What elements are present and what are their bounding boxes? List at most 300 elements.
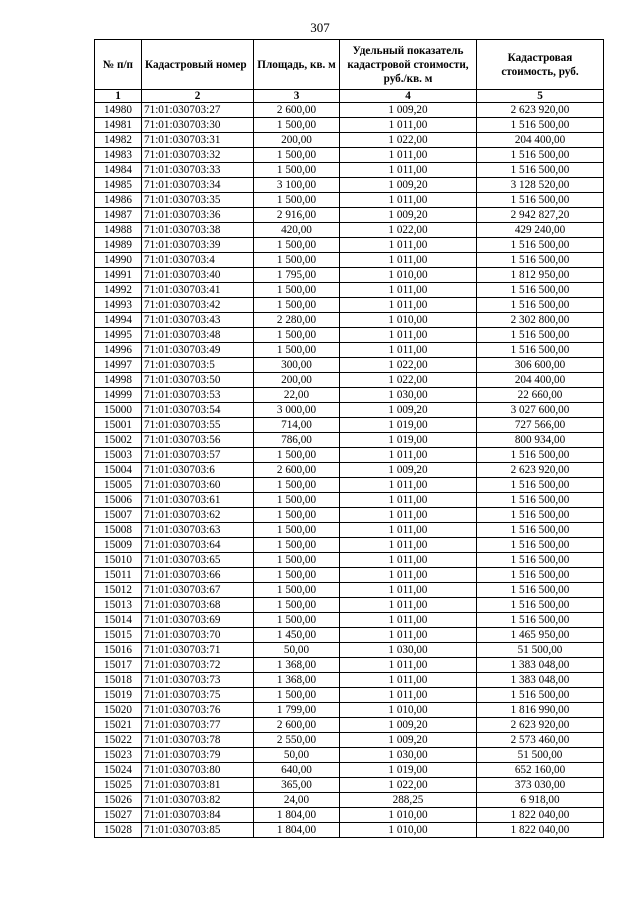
- table-row: [95, 658, 604, 673]
- unit-value-cell: 1 009,20: [340, 463, 477, 478]
- cadastral-number-cell: 71:01:030703:43: [142, 313, 254, 328]
- area-cell: 3 100,00: [254, 178, 340, 193]
- table-row: [95, 418, 604, 433]
- cadastral-number-cell: 71:01:030703:84: [142, 808, 254, 823]
- table-row: [95, 403, 604, 418]
- cadastral-number-cell: 71:01:030703:61: [142, 493, 254, 508]
- table-row: [95, 298, 604, 313]
- cadastral-number-cell: 71:01:030703:82: [142, 793, 254, 808]
- area-cell: 50,00: [254, 643, 340, 658]
- cadastral-number-cell: 71:01:030703:33: [142, 163, 254, 178]
- unit-value-cell: 1 011,00: [340, 688, 477, 703]
- column-number: 3: [254, 90, 340, 103]
- header-cadastral-value: Кадастровая стоимость, руб.: [477, 40, 604, 90]
- table-row: [95, 373, 604, 388]
- area-cell: 1 368,00: [254, 673, 340, 688]
- cadastral-value-cell: 1 516 500,00: [477, 478, 604, 493]
- cadastral-value-cell: 1 516 500,00: [477, 493, 604, 508]
- row-number-cell: 15017: [95, 658, 142, 673]
- area-cell: 1 500,00: [254, 493, 340, 508]
- row-number-cell: 14998: [95, 373, 142, 388]
- cadastral-value-cell: 1 516 500,00: [477, 118, 604, 133]
- cadastral-value-cell: 1 516 500,00: [477, 613, 604, 628]
- area-cell: 1 500,00: [254, 328, 340, 343]
- cadastral-value-cell: 652 160,00: [477, 763, 604, 778]
- area-cell: 1 500,00: [254, 523, 340, 538]
- cadastral-value-cell: 1 516 500,00: [477, 343, 604, 358]
- cadastral-value-cell: 204 400,00: [477, 133, 604, 148]
- cadastral-number-cell: 71:01:030703:81: [142, 778, 254, 793]
- row-number-cell: 15003: [95, 448, 142, 463]
- table-row: [95, 178, 604, 193]
- cadastral-value-cell: 1 383 048,00: [477, 673, 604, 688]
- cadastral-value-cell: 1 516 500,00: [477, 538, 604, 553]
- cadastral-number-cell: 71:01:030703:34: [142, 178, 254, 193]
- table-row: [95, 223, 604, 238]
- table-row: [95, 268, 604, 283]
- unit-value-cell: 1 011,00: [340, 163, 477, 178]
- cadastral-number-cell: 71:01:030703:40: [142, 268, 254, 283]
- header-unit-value: Удельный показатель кадастровой стоимости, руб./кв. м: [340, 40, 477, 90]
- area-cell: 1 500,00: [254, 343, 340, 358]
- cadastral-number-cell: 71:01:030703:38: [142, 223, 254, 238]
- row-number-cell: 14996: [95, 343, 142, 358]
- table-row: [95, 673, 604, 688]
- table-row: [95, 148, 604, 163]
- row-number-cell: 14982: [95, 133, 142, 148]
- row-number-cell: 14981: [95, 118, 142, 133]
- cadastral-number-cell: 71:01:030703:73: [142, 673, 254, 688]
- row-number-cell: 15022: [95, 733, 142, 748]
- area-cell: 1 500,00: [254, 253, 340, 268]
- table-row: [95, 193, 604, 208]
- cadastral-number-cell: 71:01:030703:35: [142, 193, 254, 208]
- area-cell: 420,00: [254, 223, 340, 238]
- cadastral-number-cell: 71:01:030703:78: [142, 733, 254, 748]
- table-row: [95, 553, 604, 568]
- table-row: [95, 583, 604, 598]
- unit-value-cell: 1 011,00: [340, 613, 477, 628]
- cadastral-value-cell: 800 934,00: [477, 433, 604, 448]
- area-cell: 1 500,00: [254, 283, 340, 298]
- row-number-cell: 14995: [95, 328, 142, 343]
- unit-value-cell: 1 009,20: [340, 103, 477, 118]
- area-cell: 24,00: [254, 793, 340, 808]
- cadastral-value-cell: 1 516 500,00: [477, 328, 604, 343]
- row-number-cell: 15009: [95, 538, 142, 553]
- table-row: [95, 703, 604, 718]
- cadastral-value-cell: 2 623 920,00: [477, 718, 604, 733]
- cadastral-number-cell: 71:01:030703:50: [142, 373, 254, 388]
- area-cell: 22,00: [254, 388, 340, 403]
- unit-value-cell: 1 011,00: [340, 568, 477, 583]
- cadastral-number-cell: 71:01:030703:62: [142, 508, 254, 523]
- area-cell: 1 500,00: [254, 238, 340, 253]
- row-number-cell: 15006: [95, 493, 142, 508]
- unit-value-cell: 1 011,00: [340, 118, 477, 133]
- cadastral-number-cell: 71:01:030703:36: [142, 208, 254, 223]
- cadastral-value-cell: 1 516 500,00: [477, 553, 604, 568]
- cadastral-number-cell: 71:01:030703:64: [142, 538, 254, 553]
- table-row: [95, 613, 604, 628]
- area-cell: 2 916,00: [254, 208, 340, 223]
- table-row: [95, 778, 604, 793]
- cadastral-number-cell: 71:01:030703:56: [142, 433, 254, 448]
- table-row: [95, 628, 604, 643]
- row-number-cell: 14988: [95, 223, 142, 238]
- unit-value-cell: 1 011,00: [340, 658, 477, 673]
- area-cell: 1 804,00: [254, 823, 340, 838]
- cadastral-value-cell: 22 660,00: [477, 388, 604, 403]
- cadastral-number-cell: 71:01:030703:66: [142, 568, 254, 583]
- cadastral-value-cell: 1 516 500,00: [477, 253, 604, 268]
- cadastral-number-cell: 71:01:030703:55: [142, 418, 254, 433]
- area-cell: 2 600,00: [254, 718, 340, 733]
- area-cell: 1 500,00: [254, 613, 340, 628]
- area-cell: 2 280,00: [254, 313, 340, 328]
- cadastral-value-cell: 1 516 500,00: [477, 163, 604, 178]
- cadastral-number-cell: 71:01:030703:42: [142, 298, 254, 313]
- cadastral-value-cell: 6 918,00: [477, 793, 604, 808]
- row-number-cell: 15001: [95, 418, 142, 433]
- row-number-cell: 14980: [95, 103, 142, 118]
- unit-value-cell: 1 022,00: [340, 778, 477, 793]
- row-number-cell: 14989: [95, 238, 142, 253]
- area-cell: 200,00: [254, 373, 340, 388]
- unit-value-cell: 1 011,00: [340, 283, 477, 298]
- row-number-cell: 14997: [95, 358, 142, 373]
- unit-value-cell: 1 022,00: [340, 223, 477, 238]
- unit-value-cell: 1 011,00: [340, 238, 477, 253]
- unit-value-cell: 1 011,00: [340, 538, 477, 553]
- table-row: [95, 718, 604, 733]
- table-row: [95, 523, 604, 538]
- column-number-row: [95, 90, 604, 103]
- table-row: [95, 493, 604, 508]
- unit-value-cell: 1 009,20: [340, 733, 477, 748]
- row-number-cell: 14999: [95, 388, 142, 403]
- cadastral-value-cell: 1 516 500,00: [477, 148, 604, 163]
- cadastral-value-cell: 1 383 048,00: [477, 658, 604, 673]
- area-cell: 1 500,00: [254, 553, 340, 568]
- table-row: [95, 733, 604, 748]
- area-cell: 1 500,00: [254, 583, 340, 598]
- column-number: 5: [477, 90, 604, 103]
- cadastral-number-cell: 71:01:030703:68: [142, 598, 254, 613]
- cadastral-value-cell: 1 812 950,00: [477, 268, 604, 283]
- table-row: [95, 478, 604, 493]
- table-row: [95, 208, 604, 223]
- cadastral-number-cell: 71:01:030703:30: [142, 118, 254, 133]
- cadastral-value-cell: 204 400,00: [477, 373, 604, 388]
- area-cell: 1 500,00: [254, 163, 340, 178]
- row-number-cell: 15027: [95, 808, 142, 823]
- cadastral-value-cell: 373 030,00: [477, 778, 604, 793]
- row-number-cell: 15028: [95, 823, 142, 838]
- unit-value-cell: 1 009,20: [340, 403, 477, 418]
- table-row: [95, 448, 604, 463]
- table-row: [95, 283, 604, 298]
- cadastral-number-cell: 71:01:030703:75: [142, 688, 254, 703]
- cadastral-value-cell: 1 516 500,00: [477, 523, 604, 538]
- cadastral-value-table: [94, 39, 604, 838]
- row-number-cell: 14990: [95, 253, 142, 268]
- cadastral-number-cell: 71:01:030703:49: [142, 343, 254, 358]
- cadastral-number-cell: 71:01:030703:69: [142, 613, 254, 628]
- row-number-cell: 15010: [95, 553, 142, 568]
- area-cell: 1 500,00: [254, 448, 340, 463]
- unit-value-cell: 1 010,00: [340, 808, 477, 823]
- cadastral-value-cell: 3 027 600,00: [477, 403, 604, 418]
- column-number: 1: [95, 90, 142, 103]
- cadastral-value-cell: 1 516 500,00: [477, 283, 604, 298]
- unit-value-cell: 1 011,00: [340, 553, 477, 568]
- row-number-cell: 15023: [95, 748, 142, 763]
- cadastral-number-cell: 71:01:030703:54: [142, 403, 254, 418]
- unit-value-cell: 288,25: [340, 793, 477, 808]
- table-row: [95, 643, 604, 658]
- row-number-cell: 15012: [95, 583, 142, 598]
- unit-value-cell: 1 010,00: [340, 313, 477, 328]
- cadastral-number-cell: 71:01:030703:41: [142, 283, 254, 298]
- area-cell: 640,00: [254, 763, 340, 778]
- row-number-cell: 14986: [95, 193, 142, 208]
- cadastral-number-cell: 71:01:030703:32: [142, 148, 254, 163]
- unit-value-cell: 1 030,00: [340, 388, 477, 403]
- row-number-cell: 15000: [95, 403, 142, 418]
- table-body: [95, 103, 604, 838]
- cadastral-value-cell: 1 516 500,00: [477, 568, 604, 583]
- area-cell: 786,00: [254, 433, 340, 448]
- cadastral-value-cell: 1 516 500,00: [477, 508, 604, 523]
- unit-value-cell: 1 011,00: [340, 448, 477, 463]
- row-number-cell: 15016: [95, 643, 142, 658]
- cadastral-value-cell: 2 942 827,20: [477, 208, 604, 223]
- area-cell: 200,00: [254, 133, 340, 148]
- unit-value-cell: 1 022,00: [340, 133, 477, 148]
- row-number-cell: 14985: [95, 178, 142, 193]
- area-cell: 1 500,00: [254, 118, 340, 133]
- unit-value-cell: 1 011,00: [340, 298, 477, 313]
- cadastral-number-cell: 71:01:030703:60: [142, 478, 254, 493]
- cadastral-value-cell: 51 500,00: [477, 643, 604, 658]
- cadastral-value-cell: 2 302 800,00: [477, 313, 604, 328]
- table-header-row: [95, 40, 604, 90]
- cadastral-number-cell: 71:01:030703:71: [142, 643, 254, 658]
- table-row: [95, 748, 604, 763]
- unit-value-cell: 1 011,00: [340, 628, 477, 643]
- area-cell: 1 500,00: [254, 688, 340, 703]
- cadastral-value-cell: 1 516 500,00: [477, 688, 604, 703]
- area-cell: 714,00: [254, 418, 340, 433]
- table-row: [95, 313, 604, 328]
- row-number-cell: 15004: [95, 463, 142, 478]
- unit-value-cell: 1 010,00: [340, 268, 477, 283]
- cadastral-number-cell: 71:01:030703:48: [142, 328, 254, 343]
- cadastral-value-cell: 1 816 990,00: [477, 703, 604, 718]
- cadastral-value-cell: 1 516 500,00: [477, 583, 604, 598]
- row-number-cell: 15021: [95, 718, 142, 733]
- table-row: [95, 688, 604, 703]
- cadastral-number-cell: 71:01:030703:31: [142, 133, 254, 148]
- unit-value-cell: 1 011,00: [340, 673, 477, 688]
- header-cadastral-number: Кадастровый номер: [142, 40, 254, 90]
- unit-value-cell: 1 011,00: [340, 583, 477, 598]
- row-number-cell: 14992: [95, 283, 142, 298]
- table-row: [95, 103, 604, 118]
- cadastral-number-cell: 71:01:030703:63: [142, 523, 254, 538]
- table-row: [95, 163, 604, 178]
- cadastral-value-cell: 1 465 950,00: [477, 628, 604, 643]
- cadastral-number-cell: 71:01:030703:85: [142, 823, 254, 838]
- row-number-cell: 14983: [95, 148, 142, 163]
- cadastral-value-cell: 1 516 500,00: [477, 193, 604, 208]
- row-number-cell: 14994: [95, 313, 142, 328]
- unit-value-cell: 1 011,00: [340, 598, 477, 613]
- row-number-cell: 14987: [95, 208, 142, 223]
- header-area: Площадь, кв. м: [254, 40, 340, 90]
- area-cell: 300,00: [254, 358, 340, 373]
- row-number-cell: 15024: [95, 763, 142, 778]
- area-cell: 1 500,00: [254, 508, 340, 523]
- table-row: [95, 343, 604, 358]
- row-number-cell: 15013: [95, 598, 142, 613]
- cadastral-number-cell: 71:01:030703:79: [142, 748, 254, 763]
- area-cell: 2 600,00: [254, 463, 340, 478]
- area-cell: 1 500,00: [254, 193, 340, 208]
- cadastral-value-cell: 1 516 500,00: [477, 238, 604, 253]
- table-row: [95, 763, 604, 778]
- cadastral-value-cell: 1 516 500,00: [477, 448, 604, 463]
- row-number-cell: 15002: [95, 433, 142, 448]
- table-row: [95, 358, 604, 373]
- table-row: [95, 808, 604, 823]
- unit-value-cell: 1 019,00: [340, 763, 477, 778]
- row-number-cell: 15005: [95, 478, 142, 493]
- unit-value-cell: 1 009,20: [340, 178, 477, 193]
- unit-value-cell: 1 022,00: [340, 373, 477, 388]
- table-row: [95, 568, 604, 583]
- area-cell: 1 804,00: [254, 808, 340, 823]
- row-number-cell: 15026: [95, 793, 142, 808]
- unit-value-cell: 1 030,00: [340, 643, 477, 658]
- cadastral-number-cell: 71:01:030703:70: [142, 628, 254, 643]
- unit-value-cell: 1 011,00: [340, 343, 477, 358]
- cadastral-value-cell: 1 822 040,00: [477, 808, 604, 823]
- table-row: [95, 238, 604, 253]
- table-row: [95, 463, 604, 478]
- table-row: [95, 598, 604, 613]
- unit-value-cell: 1 011,00: [340, 493, 477, 508]
- row-number-cell: 15019: [95, 688, 142, 703]
- unit-value-cell: 1 011,00: [340, 508, 477, 523]
- area-cell: 2 600,00: [254, 103, 340, 118]
- area-cell: 1 500,00: [254, 478, 340, 493]
- table-row: [95, 388, 604, 403]
- area-cell: 50,00: [254, 748, 340, 763]
- cadastral-number-cell: 71:01:030703:57: [142, 448, 254, 463]
- area-cell: 1 500,00: [254, 538, 340, 553]
- cadastral-value-cell: 2 623 920,00: [477, 463, 604, 478]
- unit-value-cell: 1 009,20: [340, 718, 477, 733]
- cadastral-value-cell: 429 240,00: [477, 223, 604, 238]
- unit-value-cell: 1 011,00: [340, 328, 477, 343]
- area-cell: 1 500,00: [254, 148, 340, 163]
- table-row: [95, 328, 604, 343]
- area-cell: 1 500,00: [254, 598, 340, 613]
- unit-value-cell: 1 011,00: [340, 478, 477, 493]
- row-number-cell: 14991: [95, 268, 142, 283]
- unit-value-cell: 1 011,00: [340, 148, 477, 163]
- row-number-cell: 14984: [95, 163, 142, 178]
- cadastral-number-cell: 71:01:030703:6: [142, 463, 254, 478]
- table-row: [95, 433, 604, 448]
- cadastral-number-cell: 71:01:030703:65: [142, 553, 254, 568]
- area-cell: 1 500,00: [254, 298, 340, 313]
- column-number: 2: [142, 90, 254, 103]
- area-cell: 2 550,00: [254, 733, 340, 748]
- cadastral-number-cell: 71:01:030703:39: [142, 238, 254, 253]
- area-cell: 1 795,00: [254, 268, 340, 283]
- cadastral-value-cell: 306 600,00: [477, 358, 604, 373]
- cadastral-value-cell: 3 128 520,00: [477, 178, 604, 193]
- area-cell: 1 368,00: [254, 658, 340, 673]
- table-row: [95, 508, 604, 523]
- header-row-number: № п/п: [95, 40, 142, 90]
- cadastral-number-cell: 71:01:030703:53: [142, 388, 254, 403]
- cadastral-value-cell: 2 573 460,00: [477, 733, 604, 748]
- unit-value-cell: 1 009,20: [340, 208, 477, 223]
- row-number-cell: 15020: [95, 703, 142, 718]
- cadastral-number-cell: 71:01:030703:77: [142, 718, 254, 733]
- cadastral-number-cell: 71:01:030703:80: [142, 763, 254, 778]
- unit-value-cell: 1 010,00: [340, 823, 477, 838]
- row-number-cell: 15007: [95, 508, 142, 523]
- area-cell: 365,00: [254, 778, 340, 793]
- table-row: [95, 133, 604, 148]
- unit-value-cell: 1 011,00: [340, 523, 477, 538]
- unit-value-cell: 1 030,00: [340, 748, 477, 763]
- table-row: [95, 793, 604, 808]
- unit-value-cell: 1 022,00: [340, 358, 477, 373]
- cadastral-value-cell: 2 623 920,00: [477, 103, 604, 118]
- area-cell: 1 450,00: [254, 628, 340, 643]
- area-cell: 3 000,00: [254, 403, 340, 418]
- cadastral-value-cell: 1 822 040,00: [477, 823, 604, 838]
- unit-value-cell: 1 011,00: [340, 253, 477, 268]
- unit-value-cell: 1 019,00: [340, 433, 477, 448]
- row-number-cell: 15008: [95, 523, 142, 538]
- page-number: 307: [310, 20, 330, 35]
- row-number-cell: 15014: [95, 613, 142, 628]
- unit-value-cell: 1 011,00: [340, 193, 477, 208]
- unit-value-cell: 1 019,00: [340, 418, 477, 433]
- cadastral-number-cell: 71:01:030703:27: [142, 103, 254, 118]
- row-number-cell: 15011: [95, 568, 142, 583]
- cadastral-number-cell: 71:01:030703:4: [142, 253, 254, 268]
- row-number-cell: 14993: [95, 298, 142, 313]
- table-row: [95, 118, 604, 133]
- cadastral-number-cell: 71:01:030703:76: [142, 703, 254, 718]
- cadastral-value-cell: 1 516 500,00: [477, 598, 604, 613]
- table-row: [95, 538, 604, 553]
- area-cell: 1 500,00: [254, 568, 340, 583]
- cadastral-number-cell: 71:01:030703:72: [142, 658, 254, 673]
- cadastral-value-cell: 1 516 500,00: [477, 298, 604, 313]
- table-row: [95, 823, 604, 838]
- column-number: 4: [340, 90, 477, 103]
- row-number-cell: 15015: [95, 628, 142, 643]
